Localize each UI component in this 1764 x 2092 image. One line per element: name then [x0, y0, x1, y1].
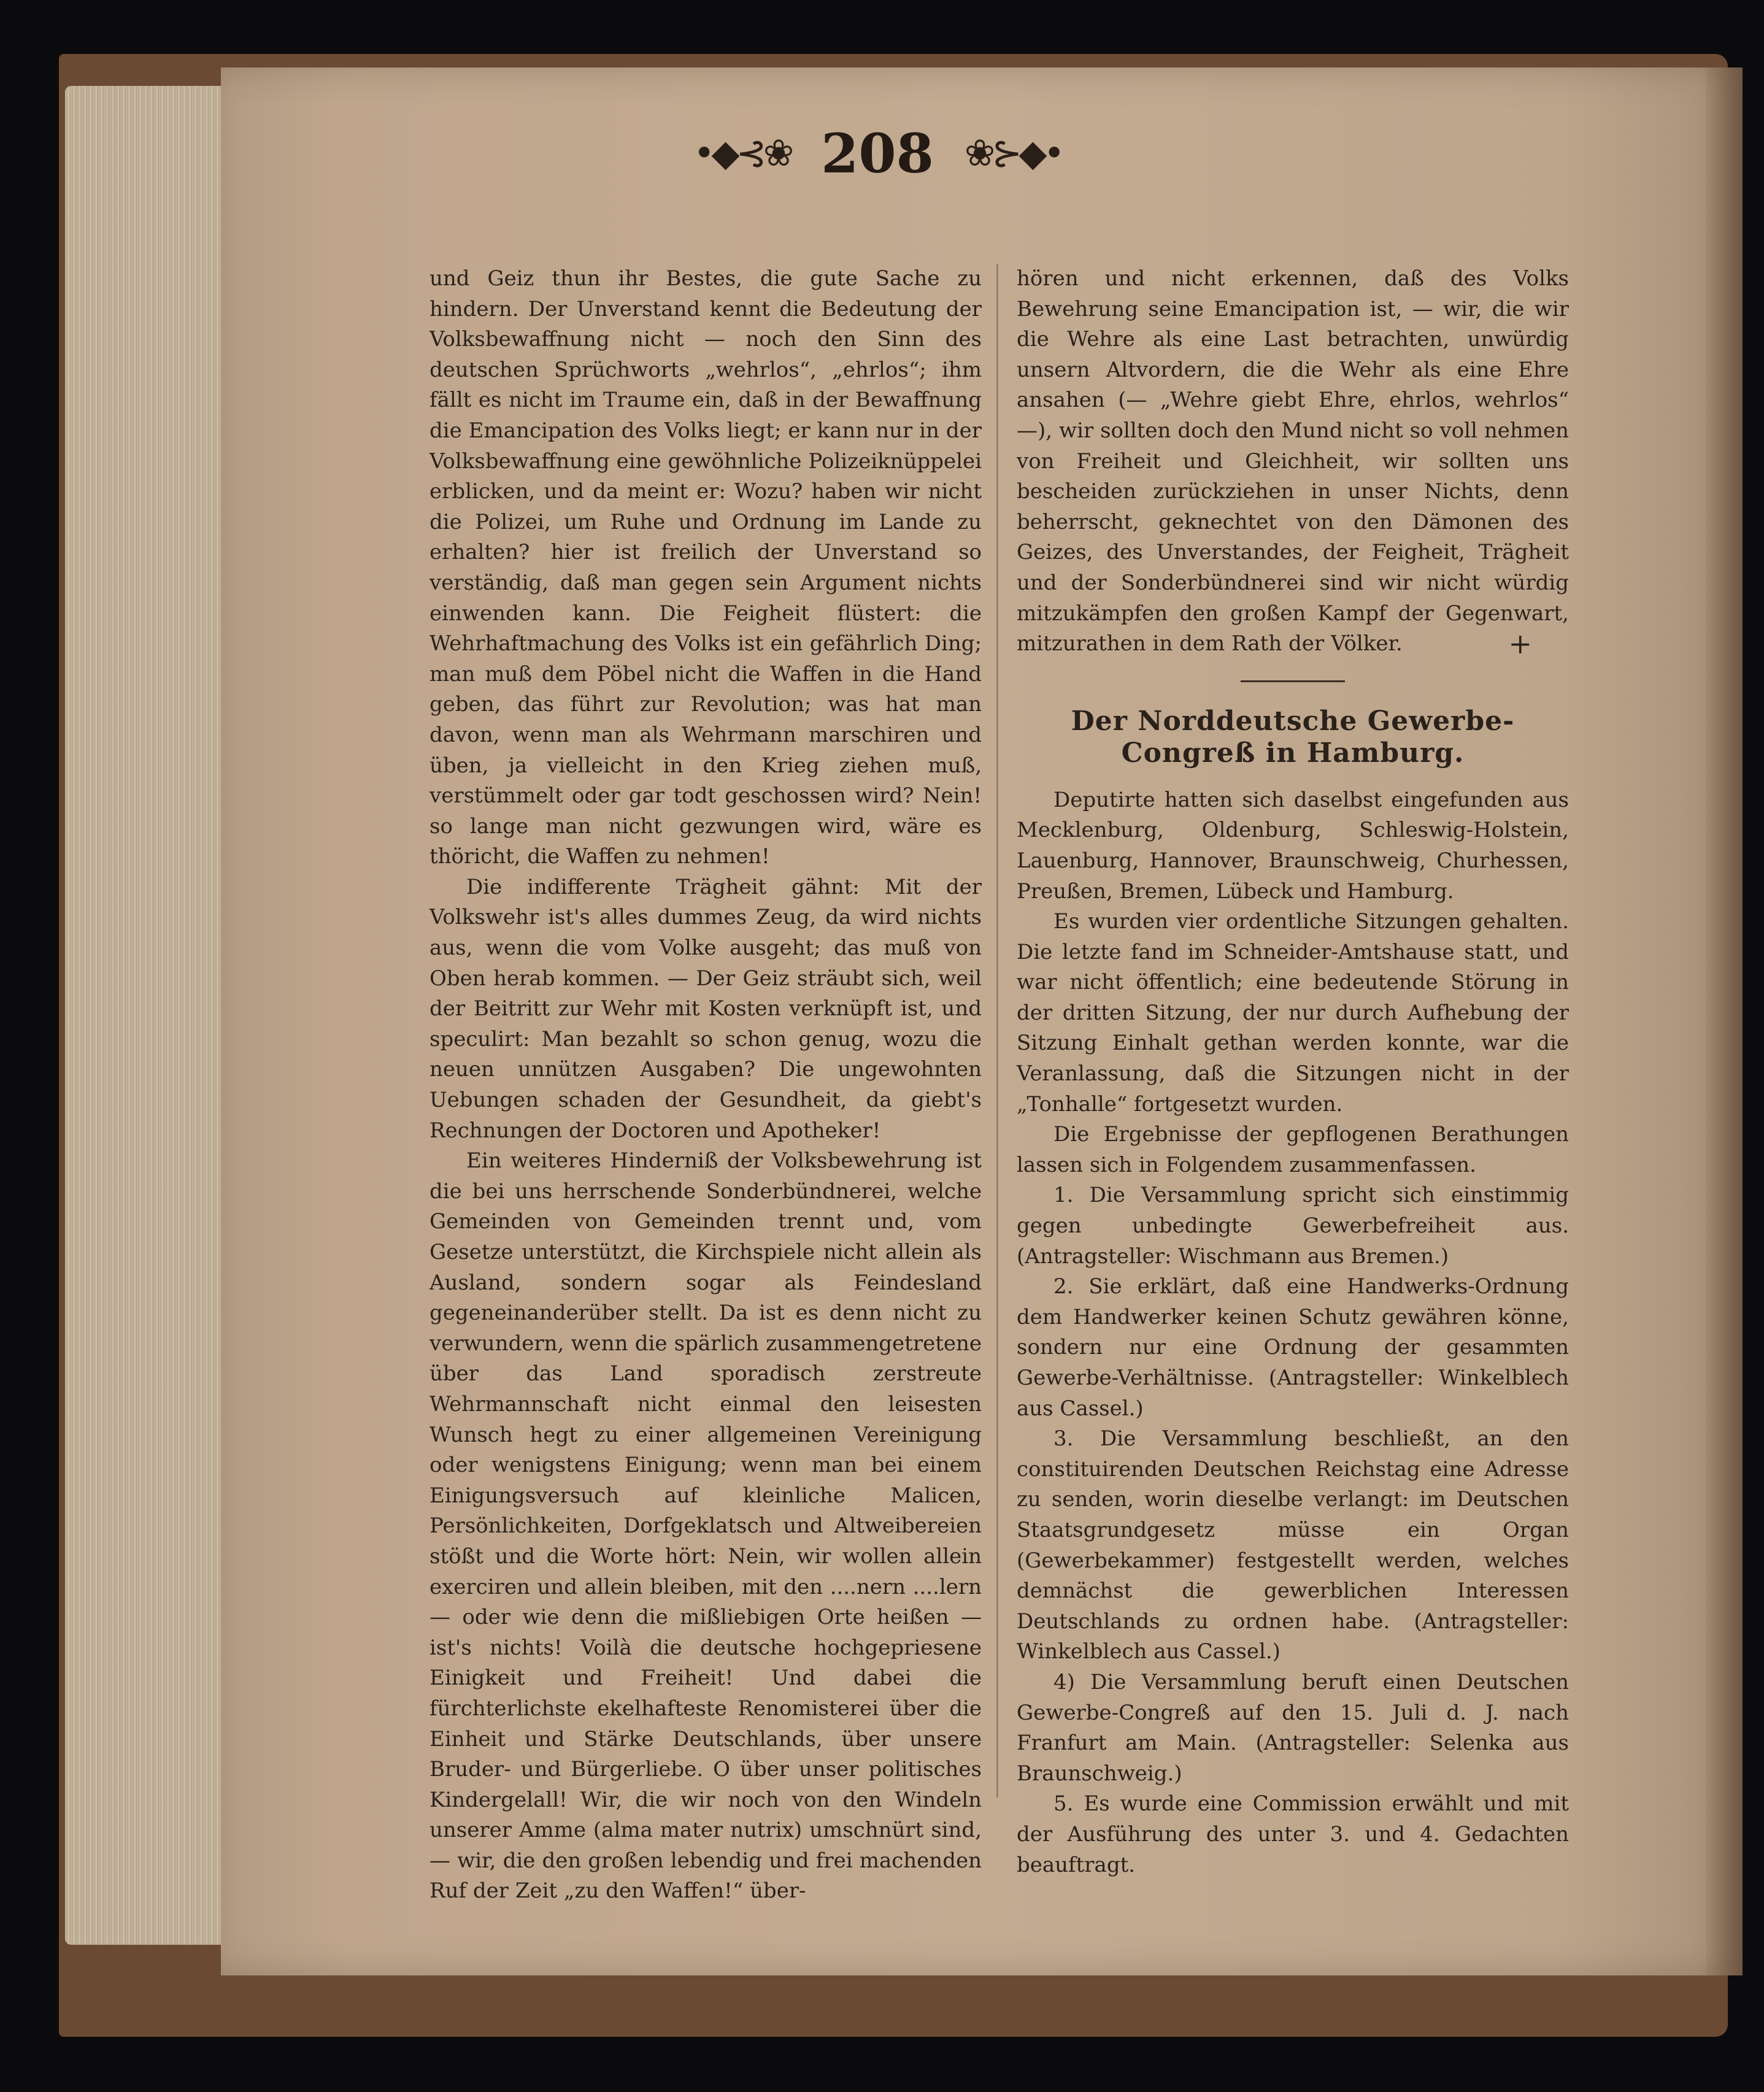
- article-paragraph-2: Es wurden vier ordentliche Sitzungen gehalten. Die letzte fand im Schneider-Amtshause statt, und war nicht öffentlich; eine bedeutende Störung in der dritten Sitzung, der nur durch Aufhebung der Sitzung Einhalt gethan werden konnte, war die Veranlassung, daß die Sitzungen nicht in der „Tonhalle“ fortgesetzt wurden.: [1017, 909, 1569, 1117]
- page-edges: [65, 86, 225, 1945]
- right-intro-paragraph: hören und nicht erkennen, daß des Volks Bewehrung seine Emancipation ist, — wir, die wir die Wehre als eine Last betrachten, unwürdig unsern Altvordern, die die Wehr als eine Ehre ansahen (— „Wehre giebt Ehre, ehrlos, wehrlos“ —), wir sollten doch den Mund nicht so voll nehmen von Freiheit und Gleichheit, wir sollten uns bescheiden zurückziehen in unser Nichts, denn beherrscht, geknechtet von den Dämonen des Geizes, des Unverstandes, der Feigheit, Trägheit und der Sonderbündnerei sind wir nicht würdig mitzukämpfen den großen Kampf der Gegenwart, mitzurathen in dem Rath der Völker.: [1017, 266, 1569, 656]
- plus-mark: +: [1508, 626, 1532, 660]
- ornament-left-icon: •◆⊰❀: [693, 132, 791, 175]
- article-paragraph-6: 3. Die Versammlung beschließt, an den constituirenden Deutschen Reichstag eine Adresse zu senden, worin dieselbe verlangt: im Deutschen Staatsgrundgesetz müsse ein Organ (Gewerbekammer) festgestellt werden, welches demnächst die gewerblichen Interessen Deutschlands zu ordnen habe. (Antragsteller: Winkelblech aus Cassel.): [1017, 1426, 1569, 1664]
- page-header: [632, 120, 1123, 187]
- left-paragraph-2: Die indifferente Trägheit gähnt: Mit der Volkswehr ist's alles dummes Zeug, da wird nichts aus, wenn die vom Volke ausgeht; das muß von Oben herab kommen. — Der Geiz sträubt sich, weil der Beitritt zur Wehr mit Kosten verknüpft ist, und speculirt: Man bezahlt so schon genug, wozu die neuen unnützen Ausgaben? Die ungewohnten Uebungen schaden der Gesundheit, da giebt's Rechnungen der Doctoren und Apotheker!: [429, 874, 982, 1143]
- article-paragraph-1: Deputirte hatten sich daselbst eingefunden aus Mecklenburg, Oldenburg, Schleswig-Holstein, Lauenburg, Hannover, Braunschweig, Churhessen, Preußen, Bremen, Lübeck und Hamburg.: [1017, 787, 1569, 904]
- page-gutter-shadow: [1706, 67, 1743, 1975]
- right-column: [1017, 264, 1569, 1880]
- article-paragraph-5: 2. Sie erklärt, daß eine Handwerks-Ordnung dem Handwerker keinen Schutz gewähren könne, sondern nur eine Ordnung der gesammten Gewerbe-Verhältnisse. (Antragsteller: Winkelblech aus Cassel.): [1017, 1274, 1569, 1421]
- section-divider: [1241, 680, 1345, 682]
- left-paragraph-1: und Geiz thun ihr Bestes, die gute Sache zu hindern. Der Unverstand kennt die Bedeutung der Volksbewaffnung nicht — noch den Sinn des deutschen Sprüchworts „wehrlos“, „ehrlos“; ihm fällt es nicht im Traume ein, daß in der Bewaffnung die Emancipation des Volks liegt; er kann nur in der Volksbewaffnung eine gewöhnliche Polizeiknüppelei erblicken, und da meint er: Wozu? haben wir nicht die Polizei, um Ruhe und Ordnung im Lande zu erhalten? hier ist freilich der Unverstand so verständig, daß man gegen sein Argument nichts einwenden kann. Die Feigheit flüstert: die Wehrhaftmachung des Volks ist ein gefährlich Ding; man muß dem Pöbel nicht die Waffen in die Hand geben, das führt zur Revolution; was hat man davon, wenn man als Wehrmann marschiren und üben, ja vielleicht in den Krieg ziehen muß, verstümmelt oder gar todt geschossen wird? Nein! so lange man nicht gezwungen wird, wäre es thöricht, die Waffen zu nehmen!: [429, 266, 982, 869]
- left-column: [429, 264, 982, 1907]
- article-paragraph-4: 1. Die Versammlung spricht sich einstimmig gegen unbedingte Gewerbefreiheit aus. (Antragsteller: Wischmann aus Bremen.): [1017, 1183, 1569, 1269]
- page-number: 208: [821, 121, 934, 185]
- article-paragraph-8: 5. Es wurde eine Commission erwählt und mit der Ausführung des unter 3. und 4. Gedachten beauftragt.: [1017, 1791, 1569, 1877]
- article-paragraph-3: Die Ergebnisse der gepflogenen Berathungen lassen sich in Folgendem zusammenfassen.: [1017, 1122, 1569, 1177]
- column-divider: [996, 264, 998, 1798]
- article-paragraph-7: 4) Die Versammlung beruft einen Deutschen Gewerbe-Congreß auf den 15. Juli d. J. nach Franfurt am Main. (Antragsteller: Selenka aus Braunschweig.): [1017, 1669, 1569, 1786]
- left-paragraph-3: Ein weiteres Hinderniß der Volksbewehrung ist die bei uns herrschende Sonderbündnerei, welche Gemeinden von Gemeinden trennt und, vom Gesetze unterstützt, die Kirchspiele nicht allein als Ausland, sondern sogar als Feindesland gegeneinanderüber stellt. Da ist es denn nicht zu verwundern, wenn die spärlich zusammengetretene über das Land sporadisch zerstreute Wehrmannschaft nicht einmal den leisesten Wunsch hegt zu einer allgemeinen Vereinigung oder wenigstens Einigung; wenn man bei einem Einigungsversuch auf kleinliche Malicen, Persönlichkeiten, Dorfgeklatsch und Altweibereien stößt und die Worte hört: Nein, wir wollen allein exerciren und allein bleiben, mit den ....nern ....lern — oder wie denn die mißliebigen Orte heißen — ist's nichts! Voilà die deutsche hochgepriesene Einigkeit und Freiheit! Und dabei die fürchterlichste ekelhafteste Renomisterei über die Einheit und Stärke Deutschlands, über unsere Bruder- und Bürgerliebe. O über unser politisches Kindergelall! Wir, die wir noch von den Windeln unserer Amme (alma mater nutrix) umschnürt sind, — wir, die den großen lebendig und frei machenden Ruf der Zeit „zu den Waffen!“ über-: [429, 1148, 982, 1904]
- ornament-right-icon: ❀⊱◆•: [964, 132, 1061, 175]
- article-title: Der Norddeutsche Gewerbe-Congreß in Hamburg.: [1071, 705, 1515, 769]
